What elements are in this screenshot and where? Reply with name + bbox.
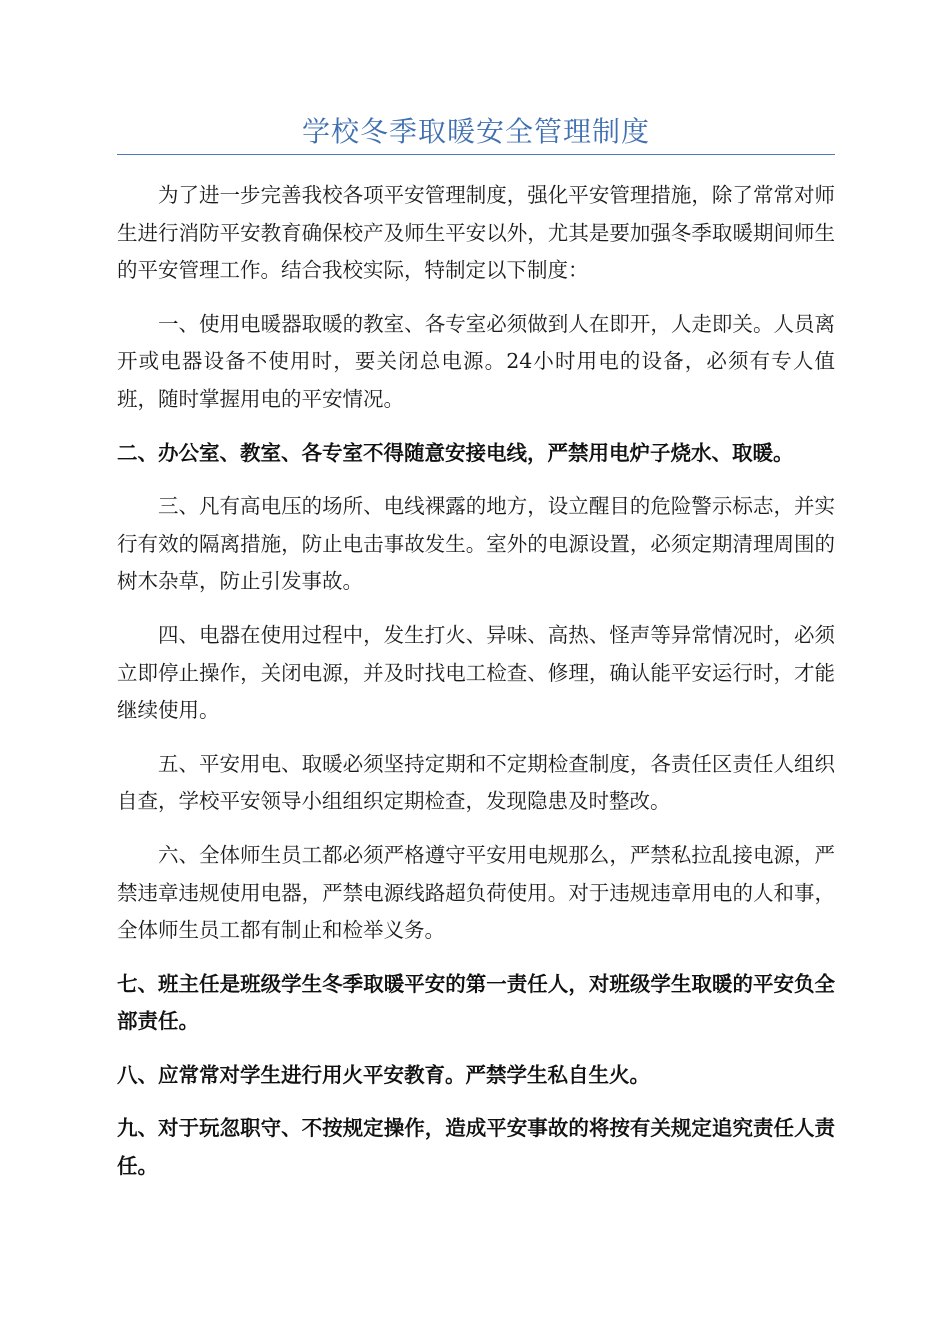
- paragraph-rule-4: 四、电器在使用过程中，发生打火、异味、高热、怪声等异常情况时，必须立即停止操作，关闭电源，并及时找电工检查、修理，确认能平安运行时，才能继续使用。: [117, 622, 835, 723]
- paragraph-rule-1: 一、使用电暖器取暖的教室、各专室必须做到人在即开，人走即关。人员离开或电器设备不使用时，要关闭总电源。24小时用电的设备，必须有专人值班，随时掌握用电的平安情况。: [117, 311, 835, 411]
- paragraph-rule-2: 二、办公室、教室、各专室不得随意安接电线，严禁用电炉子烧水、取暖。: [117, 440, 794, 465]
- document-page: [117, 112, 835, 1202]
- paragraph-rule-9: 九、对于玩忽职守、不按规定操作，造成平安事故的将按有关规定追究责任人责任。: [117, 1116, 835, 1179]
- document-title: 学校冬季取暖安全管理制度: [301, 115, 650, 148]
- paragraph-intro: 为了进一步完善我校各项平安管理制度，强化平安管理措施，除了常常对师生进行消防平安教育确保校产及师生平安以外，尤其是要加强冬季取暖期间师生的平安管理工作。结合我校实际，特制定以下制度：: [117, 183, 835, 283]
- paragraph-rule-6: 六、全体师生员工都必须严格遵守平安用电规那么，严禁私拉乱接电源，严禁违章违规使用电器，严禁电源线路超负荷使用。对于违规违章用电的人和事，全体师生员工都有制止和检举义务。: [117, 842, 835, 943]
- paragraph-rule-7: 七、班主任是班级学生冬季取暖平安的第一责任人，对班级学生取暖的平安负全部责任。: [117, 971, 835, 1034]
- paragraph-rule-8: 八、应常常对学生进行用火平安教育。严禁学生私自生火。: [117, 1062, 650, 1087]
- paragraph-rule-5: 五、平安用电、取暖必须坚持定期和不定期检查制度，各责任区责任人组织自查，学校平安领导小组组织定期检查，发现隐患及时整改。: [117, 751, 835, 814]
- title-underline: [117, 154, 835, 155]
- paragraph-rule-3: 三、凡有高电压的场所、电线裸露的地方，设立醒目的危险警示标志，并实行有效的隔离措施，防止电击事故发生。室外的电源设置，必须定期清理周围的树木杂草，防止引发事故。: [117, 494, 835, 594]
